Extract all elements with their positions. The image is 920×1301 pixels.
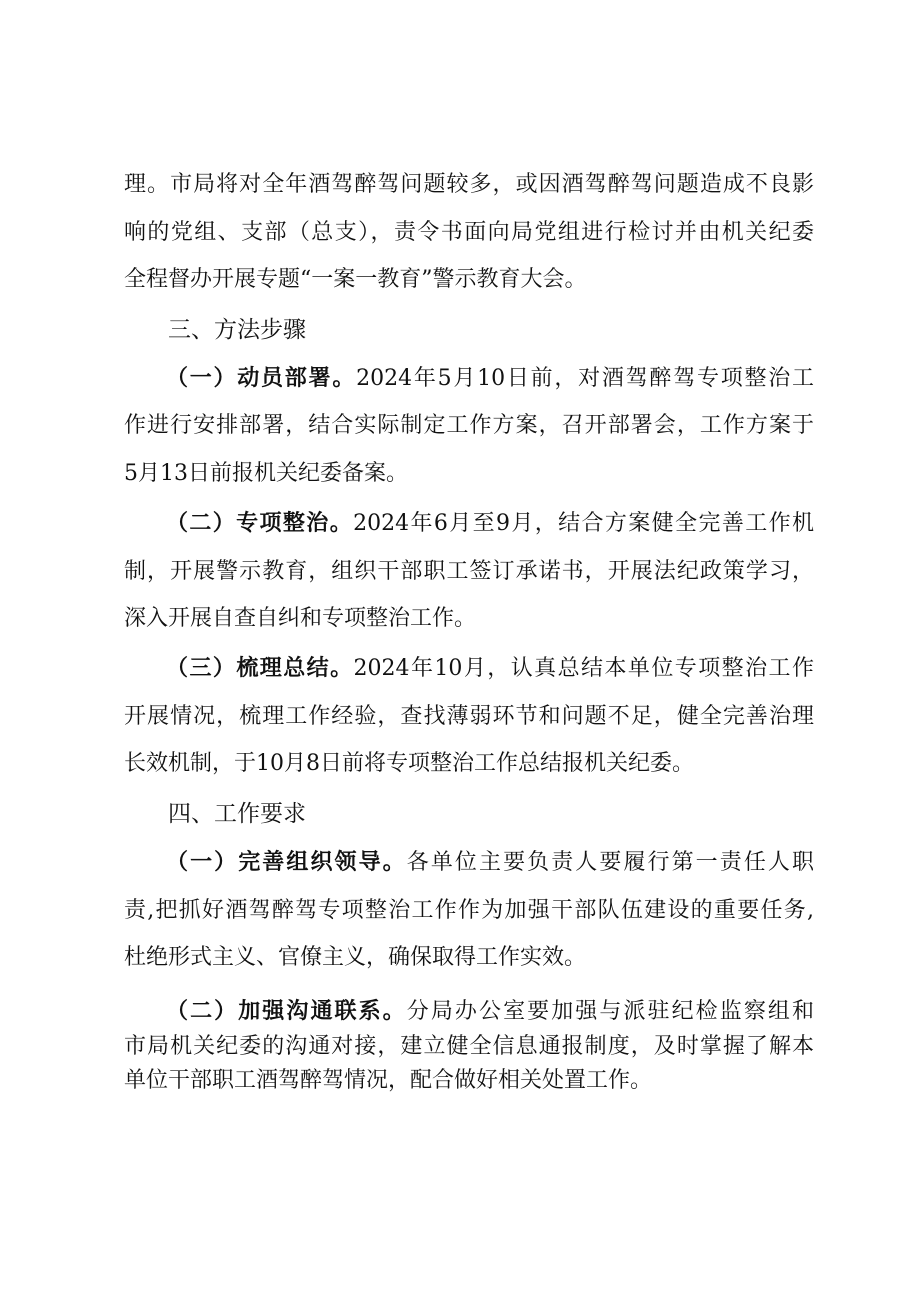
s3-item2-line-1	[166, 509, 814, 539]
s3-item1-line-1	[166, 364, 814, 394]
s3-item2-line-1-text: 2024年6月至9月，结合方案健全完善工作机	[353, 511, 814, 536]
s3-item3-line-3: 长效机制，于10月8日前将专项整治工作总结报机关纪委。	[124, 751, 694, 776]
section-4-heading: 四、工作要求	[168, 801, 306, 827]
s4-item2-line-2: 市局机关纪委的沟通对接，建立健全信息通报制度，及时掌握了解本	[124, 1034, 814, 1059]
s4-item2-lead: （二）加强沟通联系。	[166, 999, 407, 1024]
intro-line-3: 全程督办开展专题“一案一教育”警示教育大会。	[124, 267, 587, 292]
s4-item2-line-3: 单位干部职工酒驾醉驾情况，配合做好相关处置工作。	[124, 1068, 653, 1093]
s4-item1-lead: （一）完善组织领导。	[166, 850, 407, 875]
s3-item2-line-2: 制，开展警示教育，组织干部职工签订承诺书，开展法纪政策学习，	[124, 559, 814, 584]
s3-item1-lead: （一）动员部署。	[166, 366, 357, 391]
s3-item3-line-1	[166, 654, 814, 684]
s3-item1-line-1-text: 2024年5月10日前，对酒驾醉驾专项整治工	[356, 366, 814, 391]
s3-item1-line-2: 作进行安排部署，结合实际制定工作方案，召开部署会，工作方案于	[124, 413, 814, 438]
s4-item1-line-1	[166, 848, 814, 878]
s4-item2-line-1-text: 分局办公室要加强与派驻纪检监察组和	[406, 999, 814, 1024]
s4-item1-line-3: 杜绝形式主义、官僚主义，确保取得工作实效。	[124, 945, 587, 970]
intro-line-1: 理。市局将对全年酒驾醉驾问题较多，或因酒驾醉驾问题造成不良影	[124, 172, 814, 197]
s4-item2-line-1	[166, 997, 814, 1027]
section-3-heading: 三、方法步骤	[168, 317, 306, 343]
s3-item2-lead: （二）专项整治。	[166, 511, 354, 536]
s4-item1-line-1-text: 各单位主要负责人要履行第一责任人职	[406, 850, 814, 875]
s3-item1-line-3: 5月13日前报机关纪委备案。	[124, 461, 408, 486]
s3-item2-line-3: 深入开展自查自纠和专项整治工作。	[124, 606, 477, 631]
s3-item3-lead: （三）梳理总结。	[166, 656, 354, 681]
s3-item3-line-2: 开展情况，梳理工作经验，查找薄弱环节和问题不足，健全完善治理	[124, 704, 814, 729]
intro-line-2: 响的党组、支部（总支），责令书面向局党组进行检讨并由机关纪委	[124, 220, 814, 245]
s4-item1-line-2: 责,把抓好酒驾醉驾专项整治工作作为加强干部队伍建设的重要任务,	[124, 898, 814, 923]
s3-item3-line-1-text: 2024年10月，认真总结本单位专项整治工作	[353, 656, 814, 681]
